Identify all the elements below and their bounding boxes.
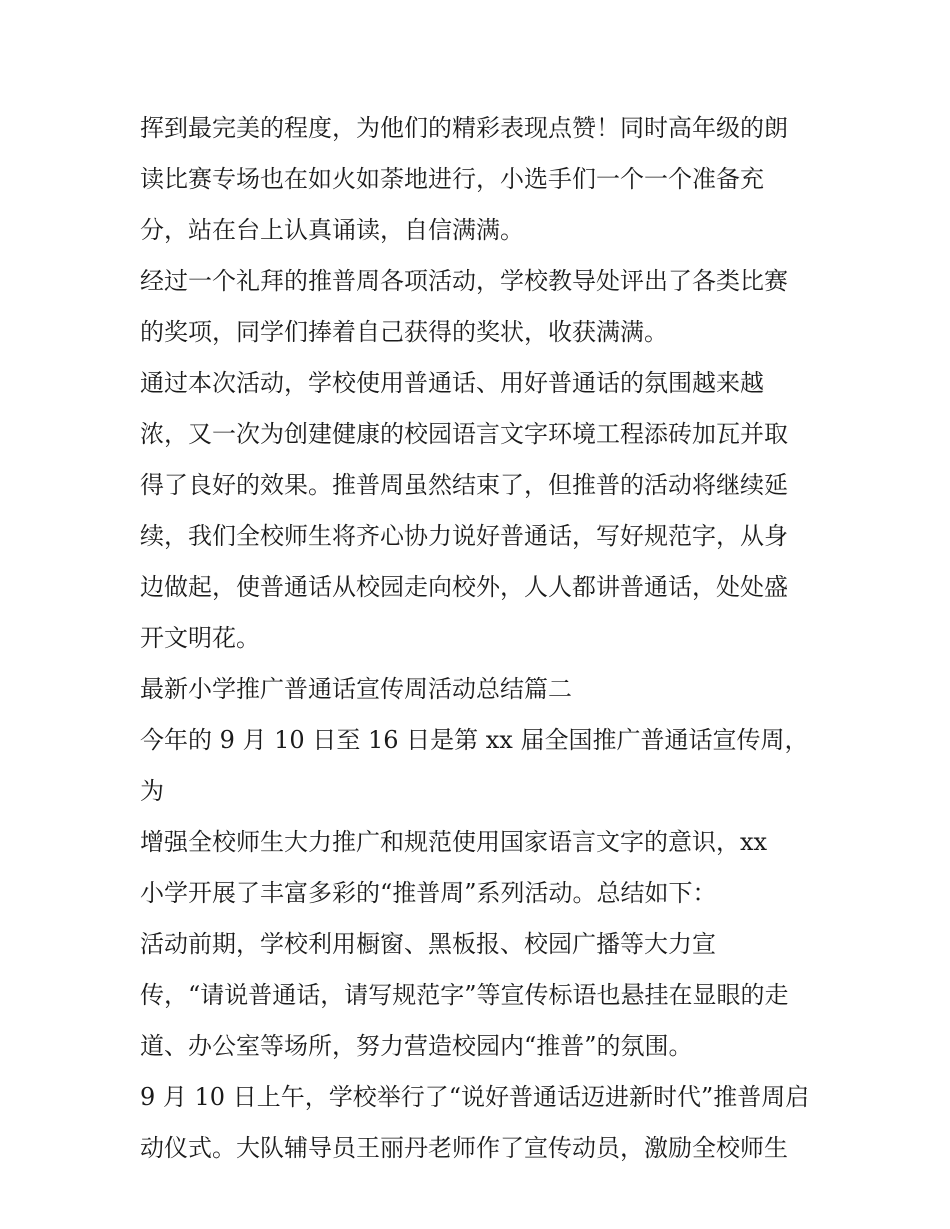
text-line: 浓，又一次为创建健康的校园语言文字环境工程添砖加瓦并取 xyxy=(140,420,788,448)
text-line: 活动前期，学校利用橱窗、黑板报、校园广播等大力宣 xyxy=(140,930,716,958)
text-line: 分，站在台上认真诵读，自信满满。 xyxy=(140,216,524,244)
text-line: 小学开展了丰富多彩的“推普周”系列活动。总结如下： xyxy=(140,879,717,907)
paragraph-continuation xyxy=(140,103,820,256)
paragraph-ceremony xyxy=(140,1072,820,1174)
text-line: 9 月 10 日上午，学校举行了“说好普通话迈进新时代”推普周启 xyxy=(140,1083,810,1111)
text-line: 增强全校师生大力推广和规范使用国家语言文字的意识，xx xyxy=(140,828,768,856)
paragraph-conclusion xyxy=(140,358,820,664)
text-line: 得了良好的效果。推普周虽然结束了，但推普的活动将继续延 xyxy=(140,471,788,499)
text-line: 通过本次活动，学校使用普通话、用好普通话的氛围越来越 xyxy=(140,369,764,397)
text-line: 边做起，使普通话从校园走向校外，人人都讲普通话，处处盛 xyxy=(140,573,788,601)
text-line: 读比赛专场也在如火如荼地进行，小选手们一个一个准备充 xyxy=(140,165,764,193)
text-line: 开文明花。 xyxy=(140,624,260,652)
text-line: 经过一个礼拜的推普周各项活动，学校教导处评出了各类比赛 xyxy=(140,267,788,295)
paragraph-intro xyxy=(140,715,820,919)
text-line: 今年的 9 月 10 日至 16 日是第 xx 届全国推广普通话宣传周，为 xyxy=(140,726,809,805)
text-line: 挥到最完美的程度，为他们的精彩表现点赞！同时高年级的朗 xyxy=(140,114,788,142)
text-line: 道、办公室等场所，努力营造校园内“推普”的氛围。 xyxy=(140,1032,693,1060)
text-line: 的奖项，同学们捧着自己获得的奖状，收获满满。 xyxy=(140,318,668,346)
paragraph-awards xyxy=(140,256,820,358)
heading-line: 最新小学推广普通话宣传周活动总结篇二 xyxy=(140,675,572,703)
paragraph-promotion xyxy=(140,919,820,1072)
text-line: 续，我们全校师生将齐心协力说好普通话，写好规范字，从身 xyxy=(140,522,788,550)
text-line: 传，“请说普通话，请写规范字”等宣传标语也悬挂在显眼的走 xyxy=(140,981,789,1009)
document-body xyxy=(140,103,820,1174)
section-heading xyxy=(140,664,820,715)
text-line: 动仪式。大队辅导员王丽丹老师作了宣传动员，激励全校师生 xyxy=(140,1134,788,1162)
